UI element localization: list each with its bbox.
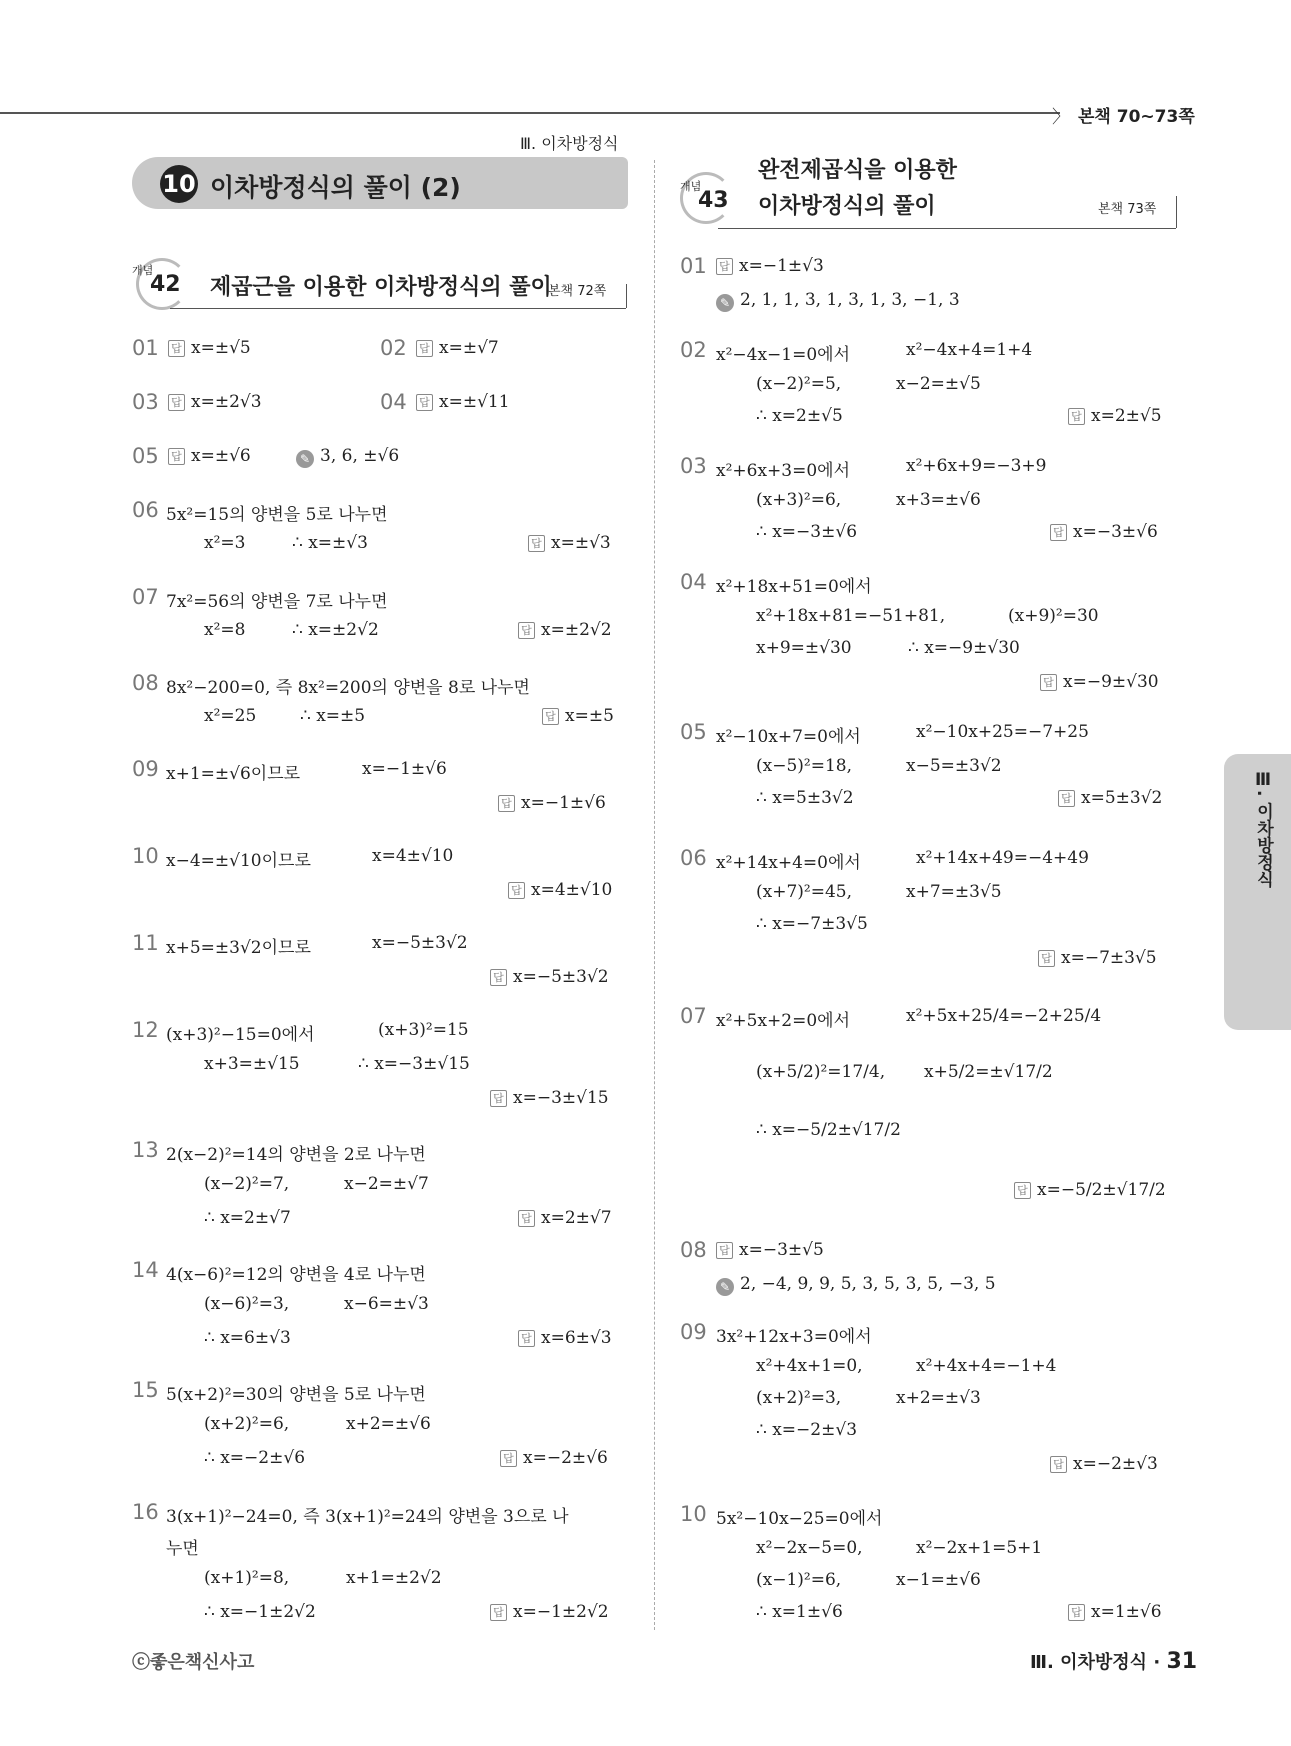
solution-line: x+5/2=±√17/2 (924, 1062, 1053, 1082)
answer: 답 x=−9±√30 (1040, 672, 1159, 692)
solution-line: x²+4x+1=0, (756, 1356, 863, 1376)
solution-line: x²+5x+25/4=−2+25/4 (906, 1006, 1102, 1026)
answer-icon: 답 (498, 795, 515, 812)
solution-line: 3(x+1)²−24=0, 즉 3(x+1)²=24의 양변을 3으로 나 (166, 1507, 569, 1527)
solution-line: x²+14x+4=0에서 (716, 853, 861, 873)
solution-line: 4(x−6)²=12의 양변을 4로 나누면 (166, 1265, 426, 1285)
answer: 답 x=±2√3 (168, 392, 262, 412)
problem-number: 14 (132, 1258, 159, 1282)
solution-line: (x+1)²=8, (204, 1568, 290, 1588)
problem-number: 06 (680, 846, 707, 870)
solution-line: 5x²−10x−25=0에서 (716, 1509, 883, 1529)
solution-line: 5x²=15의 양변을 5로 나누면 (166, 505, 388, 525)
problem-number: 07 (132, 585, 159, 609)
solution-line: x+3=±√15 (204, 1054, 300, 1074)
solution-line: ∴ x=−5/2±√17/2 (756, 1120, 901, 1140)
problem-number: 13 (132, 1138, 159, 1162)
solution-line: x−2=±√7 (344, 1174, 429, 1194)
solution-line: x²+18x+81=−51+81, (756, 606, 946, 626)
solution-line: ∴ x=−3±√6 (756, 522, 858, 542)
pen-icon: ✎ (716, 294, 734, 312)
solution-line: ∴ x=6±√3 (204, 1328, 291, 1348)
concept-underline (718, 228, 1176, 229)
solution-line: x²+6x+9=−3+9 (906, 456, 1047, 476)
solution-line: x²−10x+25=−7+25 (916, 722, 1089, 742)
footer-chapter-label: Ⅲ. 이차방정식 · (1030, 1652, 1161, 1673)
answer-icon: 답 (542, 708, 559, 725)
solution-line: (x−1)²=6, (756, 1570, 842, 1590)
problem-number: 02 (380, 336, 407, 360)
solution-line: x+1=±√6이므로 (166, 764, 301, 784)
answer-icon: 답 (1014, 1182, 1031, 1199)
solution-line: x+3=±√6 (896, 490, 981, 510)
solution-line: x+2=±√3 (896, 1388, 981, 1408)
solution-line: x−5=±3√2 (906, 756, 1002, 776)
footer-chapter (1030, 1648, 1197, 1674)
solution-line: x²+4x+4=−1+4 (916, 1356, 1057, 1376)
solution-line: (x−5)²=18, (756, 756, 853, 776)
problem-number: 16 (132, 1500, 159, 1524)
concept-underline-end (1176, 196, 1177, 228)
solution-line: (x−2)²=7, (204, 1174, 290, 1194)
answer: 답 x=−5/2±√17/2 (1014, 1180, 1166, 1200)
answer: 답 x=4±√10 (508, 880, 612, 900)
top-rule (0, 112, 1060, 114)
solution-line: x²=25 (204, 706, 257, 726)
answer: 답 x=±√5 (168, 338, 251, 358)
problem-number: 05 (132, 444, 159, 468)
answer: 답 x=−2±√3 (1050, 1454, 1158, 1474)
problem-number: 12 (132, 1018, 159, 1042)
solution-line: (x+7)²=45, (756, 882, 853, 902)
solution-line: ∴ x=±5 (300, 706, 366, 726)
solution-line: x+5=±3√2이므로 (166, 938, 311, 958)
answer-icon: 답 (508, 882, 525, 899)
page-number: 31 (1166, 1649, 1198, 1674)
problem-number: 02 (680, 338, 707, 362)
problem-number: 06 (132, 498, 159, 522)
hint-note: ✎ 3, 6, ±√6 (296, 446, 399, 468)
problem-number: 08 (680, 1238, 707, 1262)
solution-line: 8x²−200=0, 즉 8x²=200의 양변을 8로 나누면 (166, 678, 530, 698)
answer-icon: 답 (416, 340, 433, 357)
answer-icon: 답 (1050, 524, 1067, 541)
solution-line: ∴ x=−2±√3 (756, 1420, 858, 1440)
concept-underline-end (626, 284, 627, 308)
answer-icon: 답 (490, 1604, 507, 1621)
solution-line: 2(x−2)²=14의 양변을 2로 나누면 (166, 1145, 426, 1165)
solution-line: x²−2x−5=0, (756, 1538, 863, 1558)
problem-number: 04 (680, 570, 707, 594)
solution-line: (x+3)²−15=0에서 (166, 1025, 315, 1045)
concept-title: 제곱근을 이용한 이차방정식의 풀이 (210, 275, 552, 300)
answer: 답 x=2±√7 (518, 1208, 612, 1228)
answer-icon: 답 (1040, 674, 1057, 691)
answer-icon: 답 (168, 340, 185, 357)
answer: 답 x=5±3√2 (1058, 788, 1162, 808)
answer-icon: 답 (1038, 950, 1055, 967)
problem-number: 01 (132, 336, 159, 360)
concept-label: 개념 (680, 180, 702, 193)
answer: 답 x=±√3 (528, 533, 611, 553)
solution-line: ∴ x=−1±2√2 (204, 1602, 316, 1622)
answer: 답 x=±√7 (416, 338, 499, 358)
problem-number: 03 (132, 390, 159, 414)
solution-line: x²+5x+2=0에서 (716, 1011, 851, 1031)
answer: 답 x=−1±2√2 (490, 1602, 609, 1622)
answer: 답 x=−1±√3 (716, 256, 824, 276)
solution-line: x+9=±√30 (756, 638, 852, 658)
answer-icon: 답 (716, 258, 733, 275)
problem-number: 15 (132, 1378, 159, 1402)
solution-line: x²−4x−1=0에서 (716, 345, 851, 365)
concept-underline (170, 308, 626, 309)
concept-number: 43 (698, 188, 729, 213)
solution-line: x−4=±√10이므로 (166, 851, 311, 871)
answer: 답 x=−7±3√5 (1038, 948, 1157, 968)
answer: 답 x=−3±√6 (1050, 522, 1158, 542)
solution-line: 7x²=56의 양변을 7로 나누면 (166, 592, 388, 612)
solution-line: ∴ x=2±√5 (756, 406, 843, 426)
answer: 답 x=±√11 (416, 392, 510, 412)
answer-icon: 답 (168, 394, 185, 411)
solution-line: ∴ x=−3±√15 (358, 1054, 470, 1074)
concept-title-line1: 완전제곱식을 이용한 (758, 158, 957, 183)
solution-line: x²+14x+49=−4+49 (916, 848, 1089, 868)
solution-line: x−6=±√3 (344, 1294, 429, 1314)
solution-line: ∴ x=5±3√2 (756, 788, 854, 808)
solution-line: (x+3)²=6, (756, 490, 842, 510)
answer: 답 x=±5 (542, 706, 614, 726)
solution-line: x−2=±√5 (896, 374, 981, 394)
chapter-side-tab-label: Ⅲ. 이차방정식 (1253, 770, 1273, 888)
solution-line: x+2=±√6 (346, 1414, 431, 1434)
problem-number: 10 (680, 1502, 707, 1526)
answer: 답 x=−1±√6 (498, 793, 606, 813)
chevron-right-icon: 〉 (1052, 107, 1070, 128)
answer: 답 x=−3±√15 (490, 1088, 609, 1108)
pen-icon: ✎ (296, 450, 314, 468)
chapter-label: Ⅲ. 이차방정식 (520, 134, 619, 153)
solution-line: (x−2)²=5, (756, 374, 842, 394)
problem-number: 10 (132, 844, 159, 868)
answer-icon: 답 (528, 535, 545, 552)
solution-line: x²=8 (204, 620, 246, 640)
solution-line: x²−10x+7=0에서 (716, 727, 861, 747)
publisher-logo: ⓒ좋은책신사고 (132, 1652, 255, 1673)
solution-line: x²=3 (204, 533, 246, 553)
concept-number: 42 (150, 272, 181, 297)
answer: 답 x=2±√5 (1068, 406, 1162, 426)
solution-line: x+1=±2√2 (346, 1568, 442, 1588)
concept-label: 개념 (132, 264, 154, 277)
answer-icon: 답 (500, 1450, 517, 1467)
solution-line: ∴ x=−2±√6 (204, 1448, 306, 1468)
answer-icon: 답 (1050, 1456, 1067, 1473)
solution-line: (x+2)²=6, (204, 1414, 290, 1434)
solution-line: 3x²+12x+3=0에서 (716, 1327, 872, 1347)
hint-note: ✎ 2, 1, 1, 3, 1, 3, 1, 3, −1, 3 (716, 290, 960, 312)
solution-line: (x−6)²=3, (204, 1294, 290, 1314)
answer: 답 x=1±√6 (1068, 1602, 1162, 1622)
book-page-reference: 본책 70~73쪽 (1078, 107, 1195, 127)
solution-line: (x+9)²=30 (1008, 606, 1099, 626)
solution-line: x=−5±3√2 (372, 933, 468, 953)
answer-icon: 답 (168, 448, 185, 465)
answer-icon: 답 (490, 1090, 507, 1107)
solution-line: (x+5/2)²=17/4, (756, 1062, 886, 1082)
solution-line: ∴ x=1±√6 (756, 1602, 843, 1622)
pen-icon: ✎ (716, 1278, 734, 1296)
solution-line: ∴ x=2±√7 (204, 1208, 291, 1228)
solution-line: x+7=±3√5 (906, 882, 1002, 902)
solution-line: x²−4x+4=1+4 (906, 340, 1033, 360)
problem-number: 09 (132, 757, 159, 781)
solution-line: ∴ x=−9±√30 (908, 638, 1020, 658)
solution-line: x²−2x+1=5+1 (916, 1538, 1043, 1558)
problem-number: 11 (132, 931, 159, 955)
solution-line: x−1=±√6 (896, 1570, 981, 1590)
solution-line: ∴ x=−7±3√5 (756, 914, 868, 934)
answer-icon: 답 (490, 969, 507, 986)
problem-number: 07 (680, 1004, 707, 1028)
column-divider (654, 160, 655, 1630)
solution-line: (x+3)²=15 (378, 1020, 469, 1040)
answer-icon: 답 (716, 1242, 733, 1259)
solution-line: x=−1±√6 (362, 759, 447, 779)
problem-number: 08 (132, 671, 159, 695)
problem-number: 03 (680, 454, 707, 478)
answer-icon: 답 (416, 394, 433, 411)
answer: 답 x=−2±√6 (500, 1448, 608, 1468)
answer-icon: 답 (518, 622, 535, 639)
solution-line: (x+2)²=3, (756, 1388, 842, 1408)
problem-number: 04 (380, 390, 407, 414)
solution-line: 누면 (166, 1539, 199, 1559)
solution-line: x=4±√10 (372, 846, 454, 866)
concept-reference: 본책 73쪽 (1098, 202, 1157, 217)
answer-icon: 답 (518, 1330, 535, 1347)
solution-line: 5(x+2)²=30의 양변을 5로 나누면 (166, 1385, 426, 1405)
section-number: 10 (160, 165, 198, 203)
problem-number: 09 (680, 1320, 707, 1344)
solution-line: ∴ x=±√3 (292, 533, 368, 553)
answer-icon: 답 (1058, 790, 1075, 807)
answer-icon: 답 (518, 1210, 535, 1227)
concept-title-line2: 이차방정식의 풀이 (758, 194, 936, 219)
answer: 답 x=±2√2 (518, 620, 612, 640)
hint-note: ✎ 2, −4, 9, 9, 5, 3, 5, 3, 5, −3, 5 (716, 1274, 996, 1296)
answer: 답 x=±√6 (168, 446, 251, 466)
concept-reference: 본책 72쪽 (548, 284, 607, 299)
answer: 답 x=−5±3√2 (490, 967, 609, 987)
solution-line: ∴ x=±2√2 (292, 620, 379, 640)
problem-number: 01 (680, 254, 707, 278)
answer: 답 x=6±√3 (518, 1328, 612, 1348)
problem-number: 05 (680, 720, 707, 744)
answer-icon: 답 (1068, 1604, 1085, 1621)
solution-line: x²+18x+51=0에서 (716, 577, 872, 597)
section-title: 이차방정식의 풀이 (2) (210, 173, 461, 202)
solution-line: x²+6x+3=0에서 (716, 461, 851, 481)
answer: 답 x=−3±√5 (716, 1240, 824, 1260)
answer-icon: 답 (1068, 408, 1085, 425)
